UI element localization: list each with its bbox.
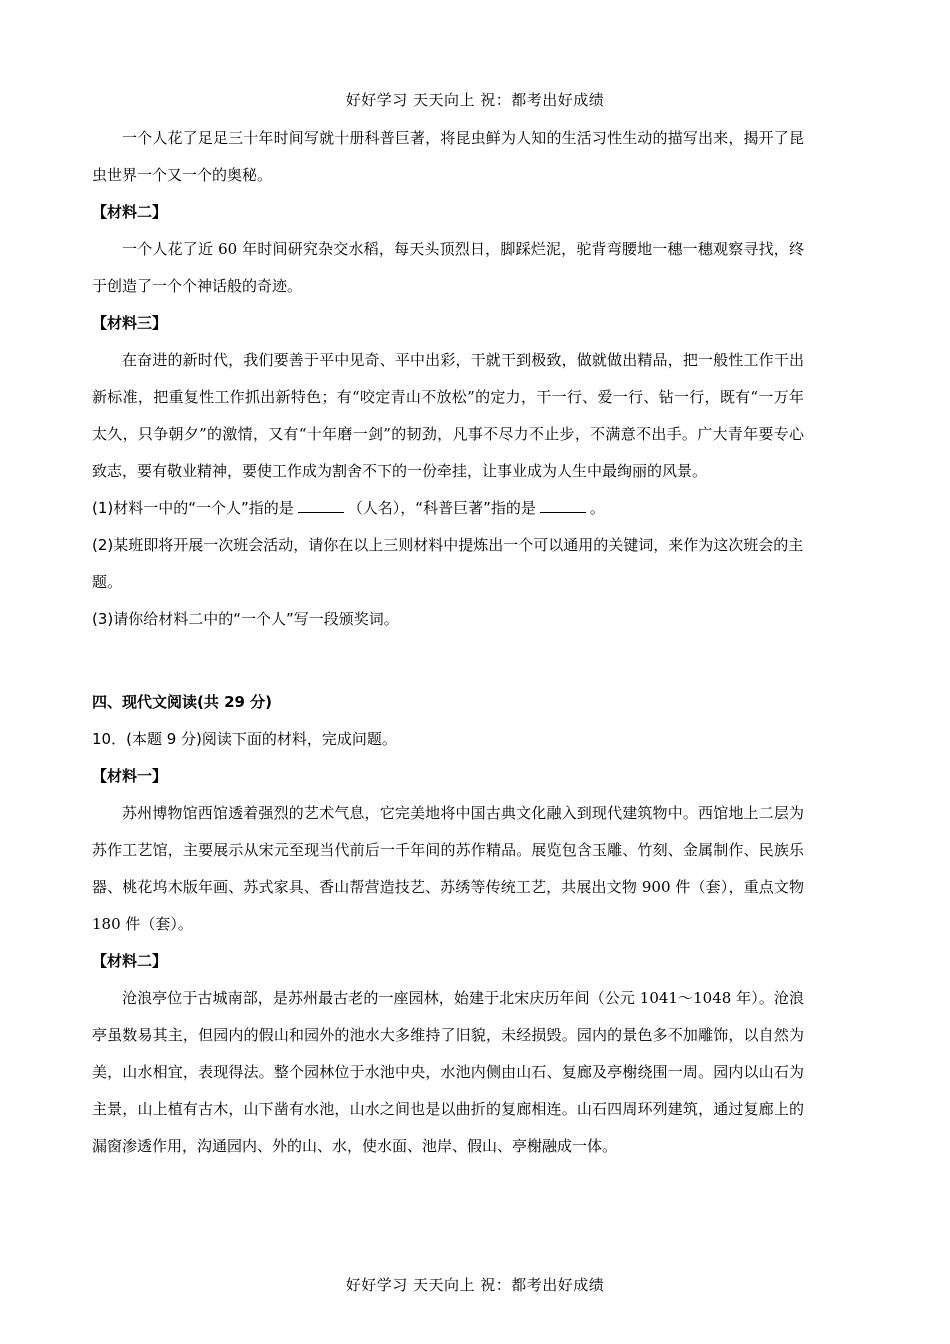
- material3-label: 【材料三】: [92, 314, 168, 332]
- answer-blank-book[interactable]: [540, 498, 586, 513]
- question-2: (2)某班即将开展一次班会活动，请你在以上三则材料中提炼出一个可以通用的关键词，来作为这次班会的主题。: [92, 536, 804, 591]
- page-footer: 好好学习 天天向上 祝：都考出好成绩: [345, 1276, 605, 1294]
- section4-material2-paragraph: 沧浪亭位于古城南部，是苏州最古老的一座园林，始建于北宋庆历年间（公元 1041～1048 年）。沧浪亭虽数易其主，但园内的假山和园外的池水大多维持了旧貌，未经损毁。园内的景色多不加雕饰，以自然为美，山水相宜，表现得法。整个园林位于水池中央，水池内侧由山石、复廊及亭榭绕围一周。园内以山石为主景，山上植有古木，山下凿有水池，山水之间也是以曲折的复廊相连。山石四周环列建筑，通过复廊上的漏窗渗透作用，沟通园内、外的山、水，使水面、池岸、假山、亭榭融成一体。: [92, 989, 804, 1155]
- question-10: 10．(本题 9 分)阅读下面的材料，完成问题。: [92, 730, 397, 748]
- section4-material2-label: 【材料二】: [92, 952, 168, 970]
- material3-paragraph: 在奋进的新时代，我们要善于平中见奇、平中出彩，干就干到极致，做就做出精品，把一般性工作干出新标准，把重复性工作抓出新特色；有“咬定青山不放松”的定力，干一行、爱一行、钻一行，既有“一万年太久，只争朝夕”的激情，又有“十年磨一剑”的韧劲，凡事不尽力不止步，不满意不出手。广大青年要专心致志，要有敬业精神，要使工作成为割舍不下的一份牵挂，让事业成为人生中最绚丽的风景。: [92, 351, 804, 480]
- question-3: (3)请你给材料二中的“一个人”写一段颁奖词。: [92, 610, 399, 628]
- question-1-part-b: （人名），“科普巨著”指的是: [347, 499, 536, 517]
- section4-material1-paragraph: 苏州博物馆西馆透着强烈的艺术气息，它完美地将中国古典文化融入到现代建筑物中。西馆地上二层为苏作工艺馆，主要展示从宋元至现当代前后一千年间的苏作精品。展览包含玉雕、竹刻、金属制作、民族乐器、桃花坞木版年画、苏式家具、香山帮营造技艺、苏绣等传统工艺，共展出文物 900 件（套），重点文物 180 件（套）。: [92, 804, 804, 933]
- question-1-part-a: (1)材料一中的“一个人”指的是: [92, 499, 294, 517]
- material2-paragraph: 一个人花了近 60 年时间研究杂交水稻，每天头顶烈日，脚踩烂泥，驼背弯腰地一穗一穗观察寻找，终于创造了一个个神话般的奇迹。: [92, 240, 804, 295]
- section4-material1-label: 【材料一】: [92, 767, 168, 785]
- question-1: [92, 490, 804, 527]
- section-gap: [92, 638, 804, 684]
- page-content: [92, 120, 804, 1165]
- page-header: 好好学习 天天向上 祝：都考出好成绩: [345, 91, 605, 109]
- question-1-part-c: 。: [589, 499, 605, 517]
- material1-paragraph: 一个人花了足足三十年时间写就十册科普巨著，将昆虫鲜为人知的生活习性生动的描写出来，揭开了昆虫世界一个又一个的奥秘。: [92, 129, 804, 184]
- section-4-title: 四、现代文阅读(共 29 分): [92, 693, 273, 711]
- answer-blank-name[interactable]: [298, 498, 344, 513]
- material2-label: 【材料二】: [92, 203, 168, 221]
